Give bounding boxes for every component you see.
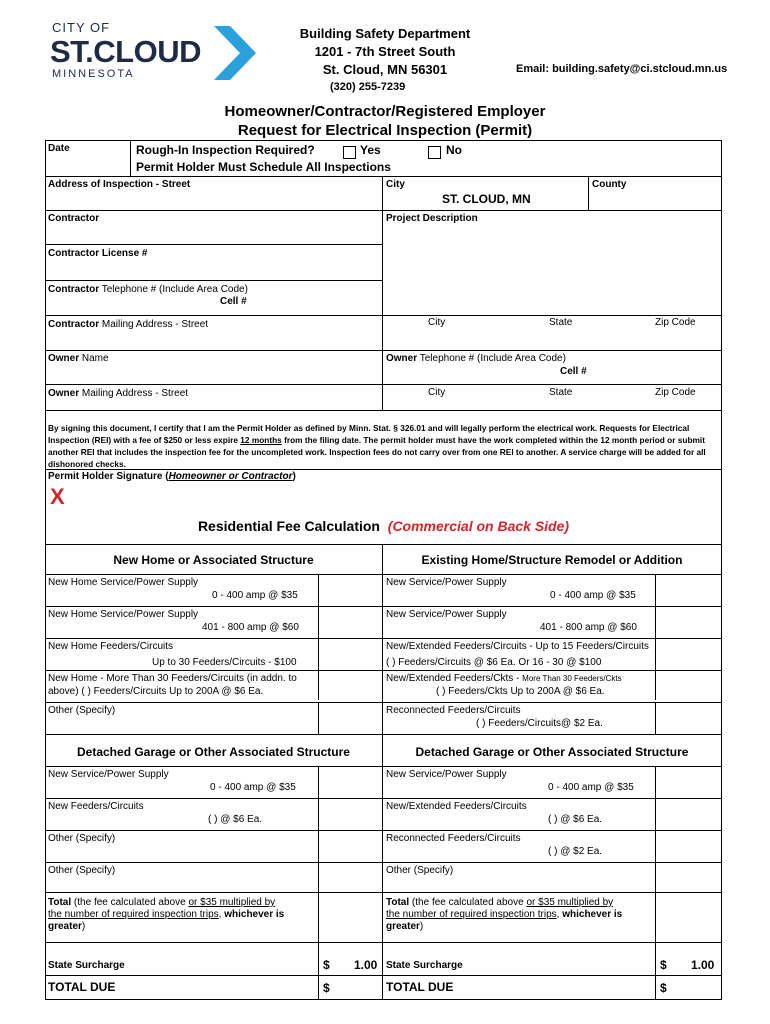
fee-label: New Service/Power Supply [386,577,507,588]
owner-name-label: Owner Name [48,353,109,364]
existing-section-title: Existing Home/Structure Remodel or Addition [421,553,683,567]
owner-zip-label: Zip Code [655,387,696,398]
fee-label: Reconnected Feeders/Circuits [386,705,521,716]
fee-label: ( ) Feeders/Circuits@ $2 Ea. [476,718,603,729]
fee-label: New Service/Power Supply [48,769,169,780]
address-street-label: Address of Inspection - Street [48,179,191,190]
fee-label: New/Extended Feeders/Ckts - More Than 30 Feeders/Ckts [386,673,622,684]
contractor-cell-label: Cell # [220,296,247,307]
form-title-2: Request for Electrical Inspection (Permit) [237,122,533,139]
state-surcharge-label-left: State Surcharge [48,960,125,971]
fee-label: ( ) @ $2 Ea. [548,846,603,857]
fee-label: New/Extended Feeders/Circuits - Up to 15 Feeders/Circuits [386,641,649,652]
owner-city-label: City [428,387,446,398]
garage-section-title-left: Detached Garage or Other Associated Structure [77,745,350,759]
form-title-1: Homeowner/Contractor/Registered Employer [224,103,546,120]
logo-state: MINNESOTA [52,68,135,80]
contractor-state-label: State [549,317,573,328]
surcharge-amount-right: 1.00 [691,958,715,972]
fee-heading: Residential Fee Calculation (Commercial on Back Side) [197,518,570,534]
signature-x-mark[interactable]: X [50,484,65,509]
fee-label: 0 - 400 amp @ $35 [548,782,634,793]
fee-label: Other (Specify) [48,705,116,716]
fee-label: New Service/Power Supply [386,609,507,620]
signature-label: Permit Holder Signature (Homeowner or Contractor) [48,471,296,482]
total-label-right: Total (the fee calculated above or $35 multiplied by the number of required inspection trips, whichever is greater) [386,897,623,932]
project-description-label: Project Description [386,213,478,224]
garage-section-title-right: Detached Garage or Other Associated Structure [415,745,689,759]
date-label: Date [48,143,70,154]
total-due-label-left: TOTAL DUE [48,980,116,994]
owner-state-label: State [549,387,573,398]
fee-label: 401 - 800 amp @ $60 [540,622,637,633]
must-schedule-note: Permit Holder Must Schedule All Inspections [136,160,391,174]
dollar-sign: $ [323,981,330,995]
city-value[interactable]: ST. CLOUD, MN [442,192,531,206]
city-label: City [386,179,405,190]
logo-city-of: CITY OF [52,20,111,35]
contractor-telephone-label: Contractor Telephone # (Include Area Code) [48,284,248,295]
certification-text: By signing this document, I certify that I am the Permit Holder as defined by Minn. Stat. § 326.01 and will legally perform the electrical work. Requests for Electrical Inspection (REI) with a fee of $250 or less expire 12 months from the filing date. The permit holder must have the work completed within the 12 month period or submit another REI that includes the inspection fee for the uncompleted work. Inspection fees do not carry over from one REI to another. A service charge will be added for all dishonored checks. [48,423,706,469]
roughin-yes-checkbox[interactable] [343,146,356,159]
contractor-label: Contractor [48,213,100,224]
contractor-city-label: City [428,317,446,328]
contractor-license-label: Contractor License # [48,248,148,259]
fee-label: Other (Specify) [48,865,116,876]
fee-label: New Feeders/Circuits [48,801,144,812]
roughin-no-checkbox[interactable] [428,146,441,159]
dollar-sign: $ [660,958,667,972]
fee-label: ( ) @ $6 Ea. [208,814,263,825]
dept-phone: (320) 255-7239 [330,81,406,93]
fee-label: 0 - 400 amp @ $35 [212,590,298,601]
total-label-left: Total (the fee calculated above or $35 multiplied by the number of required inspection trips, whichever is greater) [48,897,285,932]
fee-label: New Home Feeders/Circuits [48,641,174,652]
owner-mailing-label: Owner Mailing Address - Street [48,388,189,399]
fee-label: 401 - 800 amp @ $60 [202,622,299,633]
dollar-sign: $ [660,981,667,995]
fee-label: 0 - 400 amp @ $35 [210,782,296,793]
owner-telephone-label: Owner Telephone # (Include Area Code) [386,353,566,364]
fee-label: ( ) Feeders/Ckts Up to 200A @ $6 Ea. [436,686,605,697]
fee-label: Other (Specify) [48,833,116,844]
fee-label: ( ) @ $6 Ea. [548,814,603,825]
state-surcharge-label-right: State Surcharge [386,960,463,971]
surcharge-amount-left: 1.00 [354,958,378,972]
fee-label: Other (Specify) [386,865,454,876]
fee-label: above) ( ) Feeders/Circuits Up to 200A @ $6 Ea. [48,686,264,697]
county-label: County [592,179,627,190]
roughin-label: Rough-In Inspection Required? [136,143,315,157]
fee-label: New Service/Power Supply [386,769,507,780]
roughin-yes-label: Yes [360,143,381,157]
dept-address1: 1201 - 7th Street South [314,44,456,59]
fee-label: Reconnected Feeders/Circuits [386,833,521,844]
dept-email[interactable]: Email: building.safety@ci.stcloud.mn.us [516,63,728,75]
roughin-no-label: No [446,143,462,157]
fee-label: New/Extended Feeders/Circuits [386,801,527,812]
fee-label: New Home - More Than 30 Feeders/Circuits (in addn. to [48,673,297,684]
new-home-section-title: New Home or Associated Structure [113,553,314,567]
fee-label: New Home Service/Power Supply [48,577,199,588]
logo-name: ST.CLOUD [50,34,201,69]
fee-label: ( ) Feeders/Circuits @ $6 Ea. Or 16 - 30 @ $100 [386,657,602,668]
fee-label: Up to 30 Feeders/Circuits - $100 [152,657,297,668]
fee-label: New Home Service/Power Supply [48,609,199,620]
dept-name: Building Safety Department [299,26,471,41]
owner-cell-label: Cell # [560,366,587,377]
dollar-sign: $ [323,958,330,972]
contractor-zip-label: Zip Code [655,317,696,328]
fee-label: 0 - 400 amp @ $35 [550,590,636,601]
dept-address2: St. Cloud, MN 56301 [322,62,448,77]
contractor-mailing-label: Contractor Mailing Address - Street [48,319,209,330]
total-due-label-right: TOTAL DUE [386,980,454,994]
